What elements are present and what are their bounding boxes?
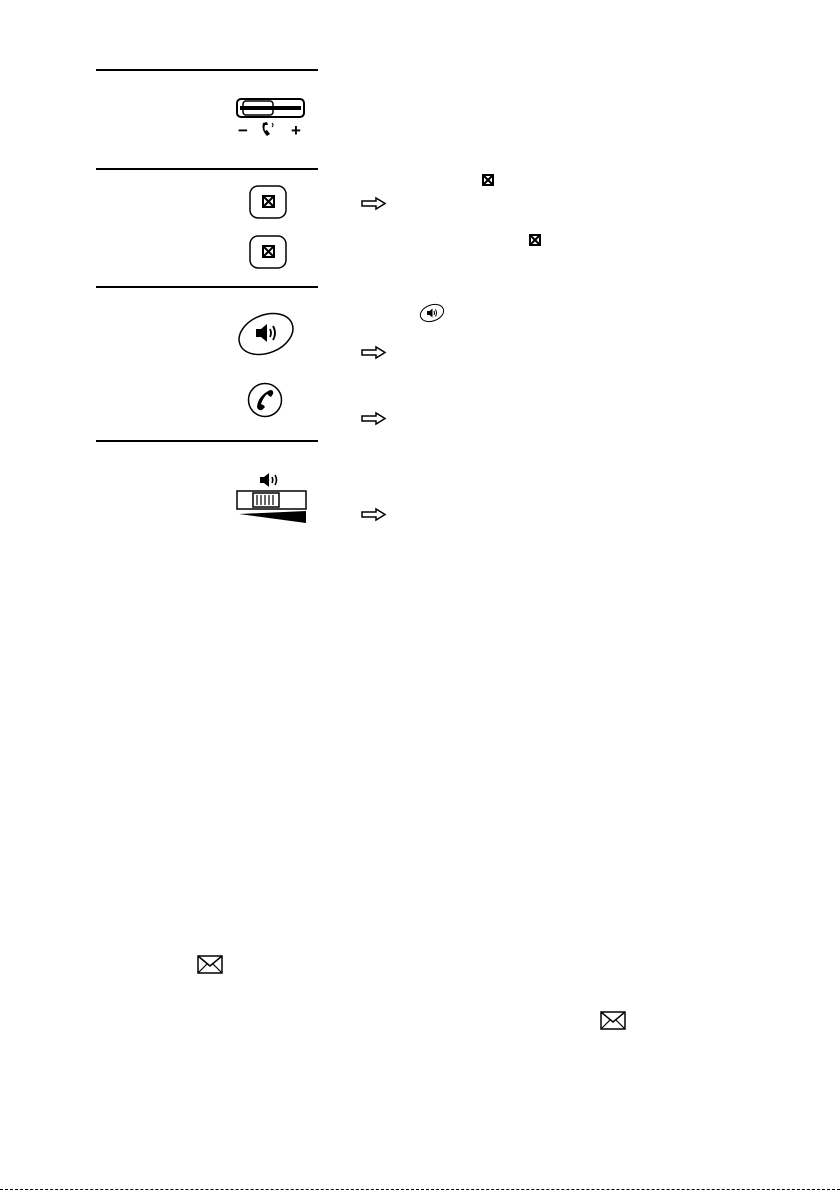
section-divider: [96, 286, 318, 288]
speaker-volume-icon: [259, 472, 281, 488]
mute-button-icon[interactable]: [249, 235, 287, 269]
arrow-right-icon: [361, 346, 387, 359]
envelope-icon: [600, 1011, 626, 1030]
section-divider: [96, 69, 318, 71]
section-divider: [96, 440, 318, 442]
arrow-right-icon: [361, 197, 387, 210]
speaker-icon: [418, 303, 446, 323]
arrow-right-icon: [361, 508, 387, 521]
mute-icon: [482, 174, 494, 186]
mute-icon: [529, 234, 541, 246]
volume-plus-label: +: [291, 121, 301, 140]
volume-minus-label: −: [238, 121, 248, 140]
page-bottom-border: [0, 1189, 840, 1190]
envelope-icon: [197, 955, 223, 974]
mute-button-icon[interactable]: [249, 185, 287, 219]
section-divider: [96, 168, 318, 170]
speaker-volume-slider-icon[interactable]: [236, 490, 308, 524]
handset-icon: [260, 121, 280, 139]
speaker-button-icon[interactable]: [236, 312, 296, 356]
handset-button-icon[interactable]: [247, 382, 283, 418]
handset-volume-slider-icon[interactable]: [236, 98, 306, 118]
arrow-right-icon: [361, 412, 387, 425]
